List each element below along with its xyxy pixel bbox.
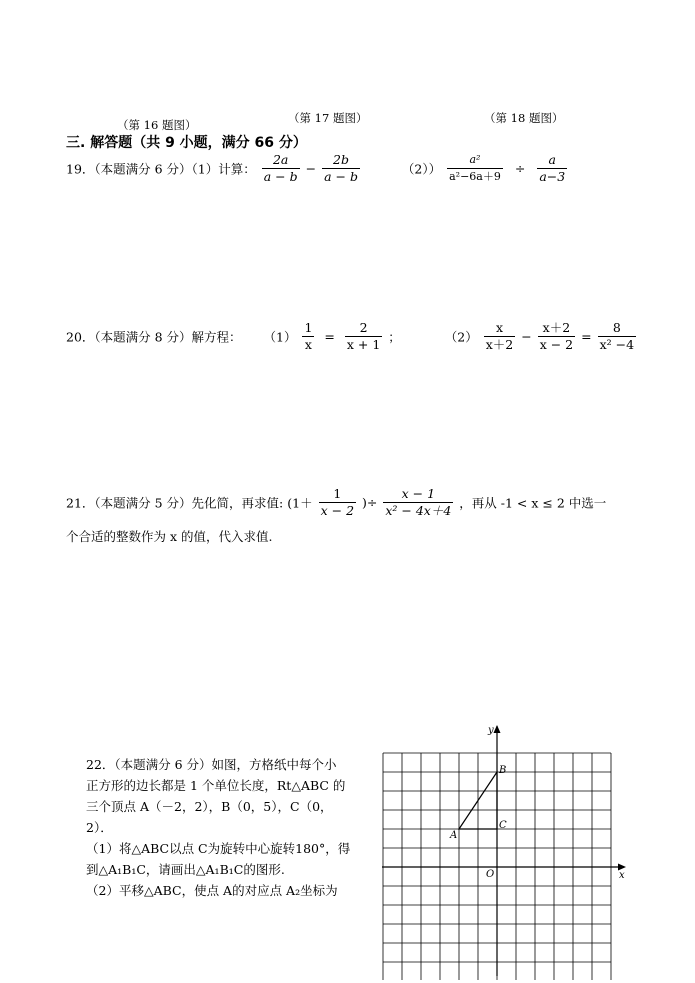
q21-close: )÷ [362, 495, 378, 510]
point-a-label: A [450, 830, 458, 841]
q22-line-1: 22．（本题满分 6 分）如图，方格纸中每个小 [86, 757, 337, 772]
q19-fraction-2: $\frac{2b}{a - b}$ [324, 152, 358, 184]
y-axis-label: y [488, 725, 494, 736]
q20-minus: − [521, 329, 532, 344]
q20-equals-2: = [581, 329, 592, 344]
fig17-caption: （第 17 题图） [288, 111, 368, 125]
q20-semicolon: ； [388, 329, 401, 345]
q21-fraction-2: $\frac{x - 1}{\text{x² − 4x＋4}}$ [385, 486, 452, 518]
q20-fraction-1: $\frac{1}{x}$ [304, 320, 313, 352]
q21-open: (1＋ [287, 495, 313, 511]
q20-label: 20．（本题满分 8 分）解方程： [66, 329, 242, 345]
q22-line-7: （2）平移△ABC，使点 A的对应点 A₂坐标为 [86, 883, 338, 898]
q20-fraction-5: $\frac{8}{\text{x² −4}}$ [599, 320, 635, 352]
q21-tail: ，再从 -1 < x ≤ 2 中选一 [459, 495, 607, 511]
y-axis-arrow [494, 725, 501, 733]
q22-line-2: 正方形的边长都是 1 个单位长度，Rt△ABC 的 [86, 778, 346, 793]
q22-line-6: 到△A₁B₁C，请画出△A₁B₁C的图形. [86, 862, 285, 877]
q20-equals: = [324, 329, 335, 344]
q20-fraction-4: $\frac{x+2}{x - 2}$ [539, 320, 574, 352]
q21-line2: 个合适的整数作为 x 的值，代入求值. [66, 529, 273, 544]
point-b-label: B [499, 765, 507, 776]
q19-label: 19．（本题满分 6 分）（1）计算： [66, 161, 256, 177]
point-c-label: C [499, 820, 507, 831]
q20-fraction-2: $\frac{2}{x + 1}$ [346, 320, 381, 352]
q19-minus: − [305, 161, 317, 176]
q22-line-3: 三个顶点 A（－2，2），B（0，5），C（0， [86, 799, 333, 814]
q21-label: 21．（本题满分 5 分）先化简，再求值: [66, 495, 284, 511]
question-21 [66, 486, 606, 519]
q19-part2: （2）） [401, 161, 442, 177]
question-20 [66, 320, 638, 353]
origin-label: O [486, 869, 495, 880]
fig18-caption: （第 18 题图） [484, 111, 564, 125]
coordinate-grid [376, 722, 634, 980]
q20-part2: （2） [444, 329, 478, 345]
q19-fraction-1: $\frac{2a}{a - b}$ [263, 152, 298, 184]
question-22 [86, 754, 376, 901]
fig16-caption: （第 16 题图） [117, 118, 197, 132]
question-19 [66, 152, 569, 185]
q20-part1: （1） [263, 329, 297, 345]
q19-fraction-4: $\frac{a}{a-3}$ [539, 152, 566, 184]
q22-line-5: （1）将△ABC以点 C为旋转中心旋转180°，得 [86, 841, 351, 856]
q20-fraction-3: $\frac{x}{x+2}$ [485, 320, 514, 352]
q19-fraction-3: $\frac{\text{a²}}{\text{a²−6a＋9}}$ [449, 153, 501, 183]
x-axis-label: x [619, 870, 625, 881]
q21-fraction-1: $\frac{1}{x - 2}$ [320, 486, 355, 518]
section-title: 三. 解答题（共 9 小题，满分 66 分） [66, 135, 307, 151]
q19-divide: ÷ [514, 161, 526, 176]
q22-line-4: 2）． [86, 820, 113, 835]
